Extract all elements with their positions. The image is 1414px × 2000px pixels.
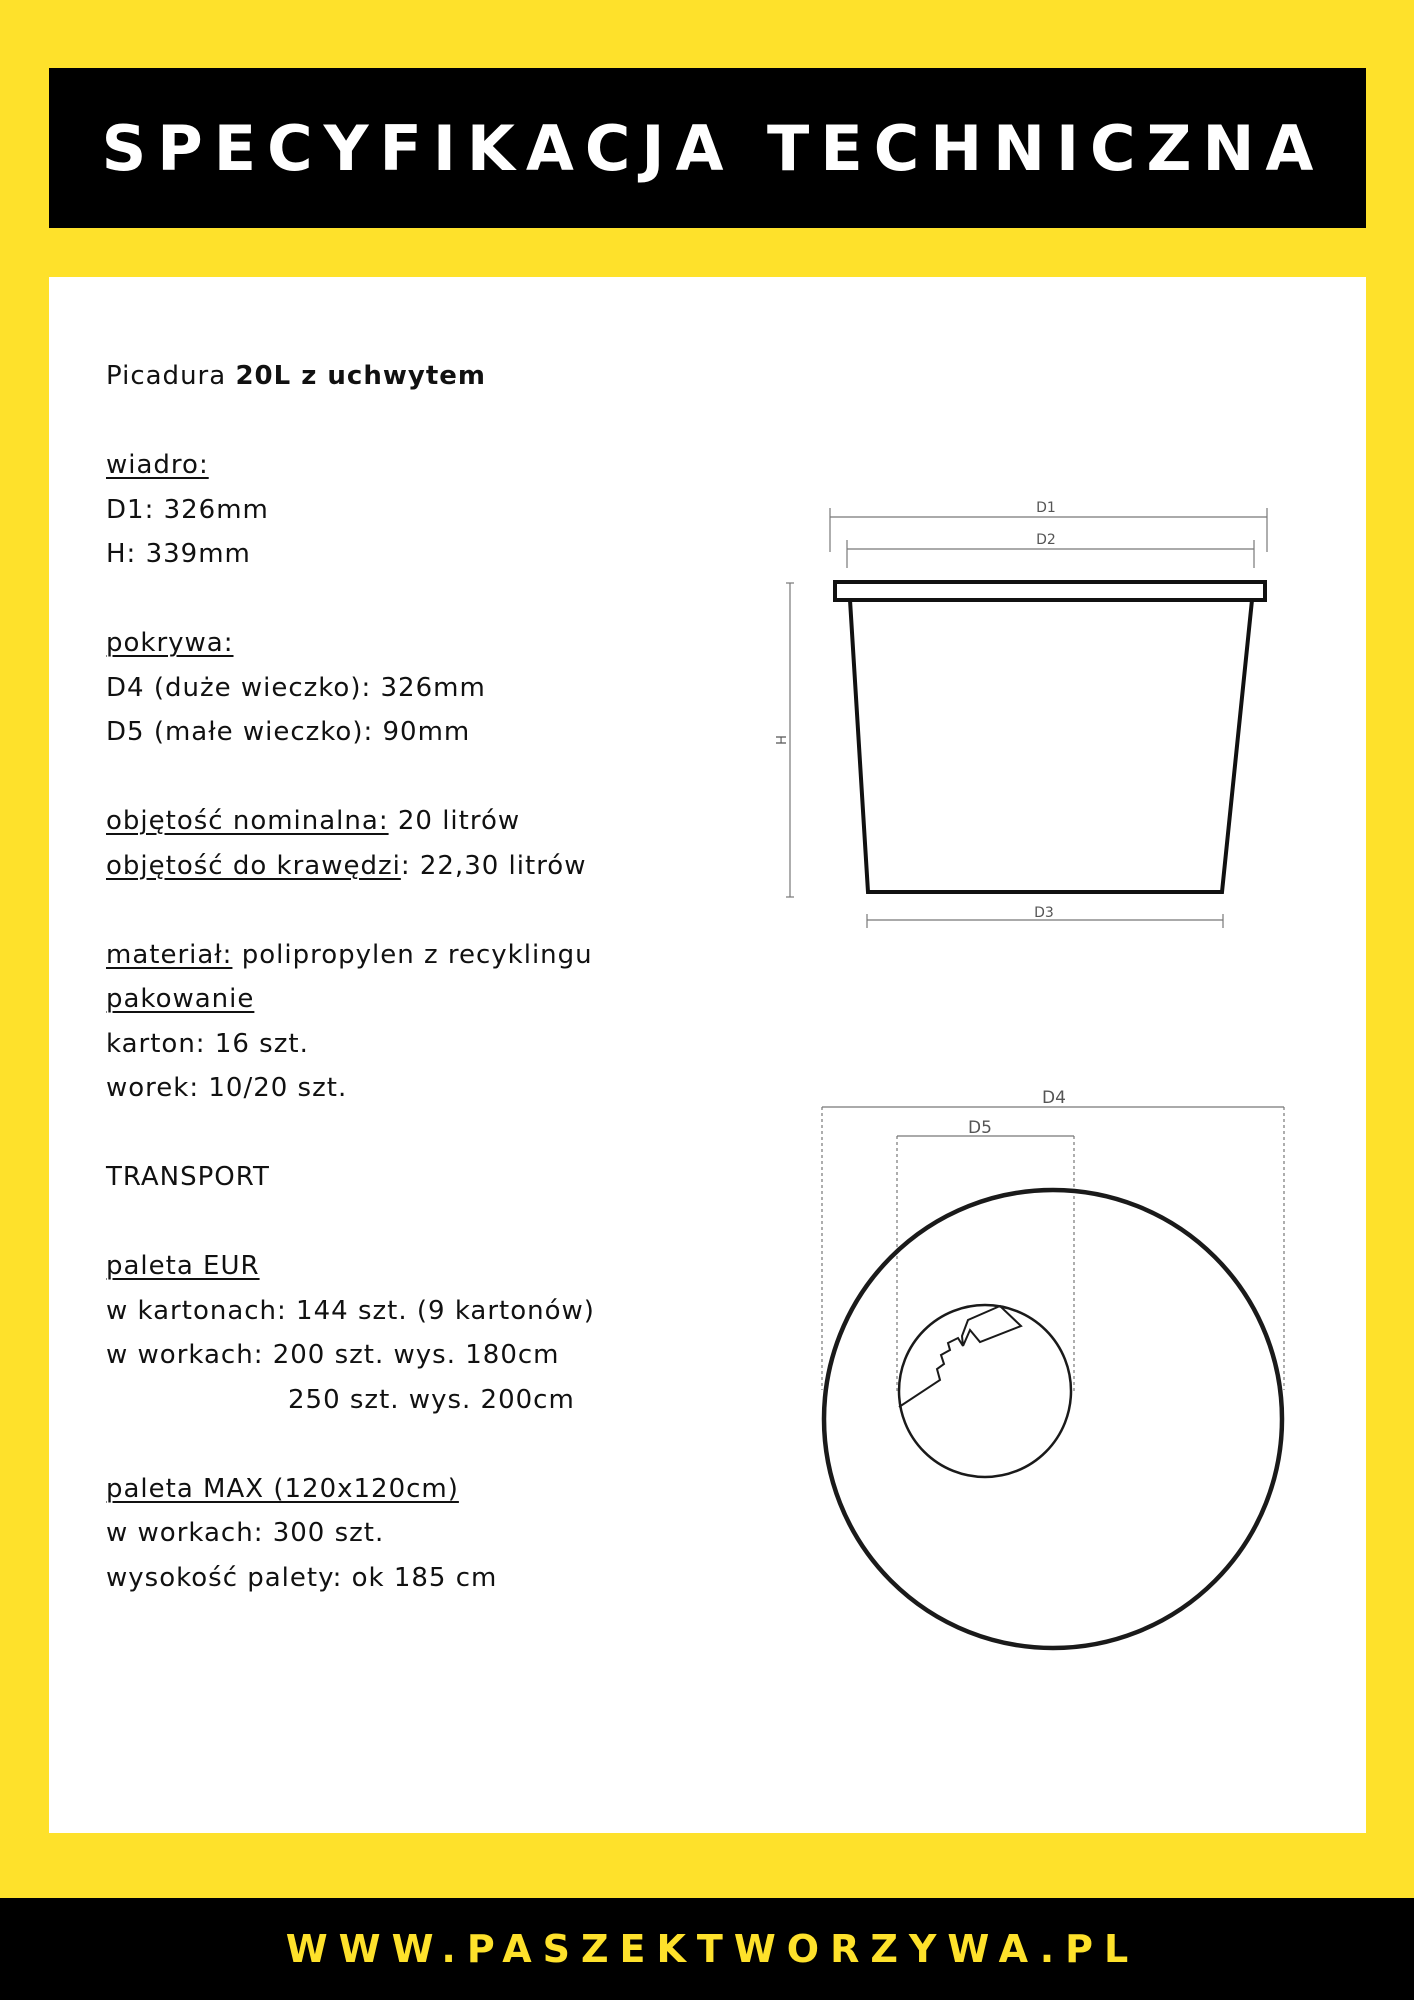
dim-d4-label: D4 xyxy=(1042,1088,1066,1108)
transport-heading: TRANSPORT xyxy=(106,1162,270,1192)
product-variant: 20L z uchwytem xyxy=(235,361,486,391)
pallet-eur-bags: w workach: 200 szt. wys. 180cm xyxy=(106,1340,560,1370)
lid-top-view xyxy=(822,1088,1284,1648)
bucket-h: H: 339mm xyxy=(106,539,251,569)
bucket-heading: wiadro: xyxy=(106,450,209,480)
footer-bar xyxy=(0,1898,1414,2000)
page-title: SPECYFIKACJA TECHNICZNA xyxy=(101,111,1325,185)
pallet-eur-cartons: w kartonach: 144 szt. (9 kartonów) xyxy=(106,1295,595,1326)
website-link[interactable]: WWW.PASZEKTWORZYWA.PL xyxy=(285,1927,1140,1971)
packaging-carton: karton: 16 szt. xyxy=(106,1028,309,1059)
dim-d5-label: D5 xyxy=(968,1118,992,1138)
volume-nominal-value: 20 litrów xyxy=(388,806,521,836)
lid-d5: D5 (małe wieczko): 90mm xyxy=(106,717,471,747)
dim-h-label: H xyxy=(772,735,787,745)
dim-d1-label: D1 xyxy=(1036,500,1056,516)
material-value: polipropylen z recyklingu xyxy=(232,939,593,970)
packaging-heading: pakowanie xyxy=(106,984,255,1014)
volume-brim-label: objętość do krawędzi xyxy=(106,850,401,881)
material-label: materiał: xyxy=(106,939,233,970)
bucket-d1: D1: 326mm xyxy=(106,494,269,525)
packaging-bag: worek: 10/20 szt. xyxy=(106,1073,348,1103)
lid-heading: pokrywa: xyxy=(106,628,234,658)
dim-d3-label: D3 xyxy=(1034,905,1054,921)
product-name: Picadura xyxy=(106,361,227,391)
lid-d4: D4 (duże wieczko): 326mm xyxy=(106,672,486,703)
pallet-eur-bags-alt: 250 szt. wys. 200cm xyxy=(288,1384,575,1415)
volume-nominal-label: objętość nominalna: xyxy=(106,806,389,836)
pallet-max-height: wysokość palety: ok 185 cm xyxy=(106,1562,498,1593)
pallet-eur-heading: paleta EUR xyxy=(106,1251,260,1281)
pallet-max-bags: w workach: 300 szt. xyxy=(106,1518,385,1548)
volume-brim-value: : 22,30 litrów xyxy=(400,850,587,881)
pallet-max-heading: paleta MAX (120x120cm) xyxy=(106,1473,459,1504)
bucket-side-view xyxy=(772,500,1267,928)
dim-d2-label: D2 xyxy=(1036,532,1056,548)
